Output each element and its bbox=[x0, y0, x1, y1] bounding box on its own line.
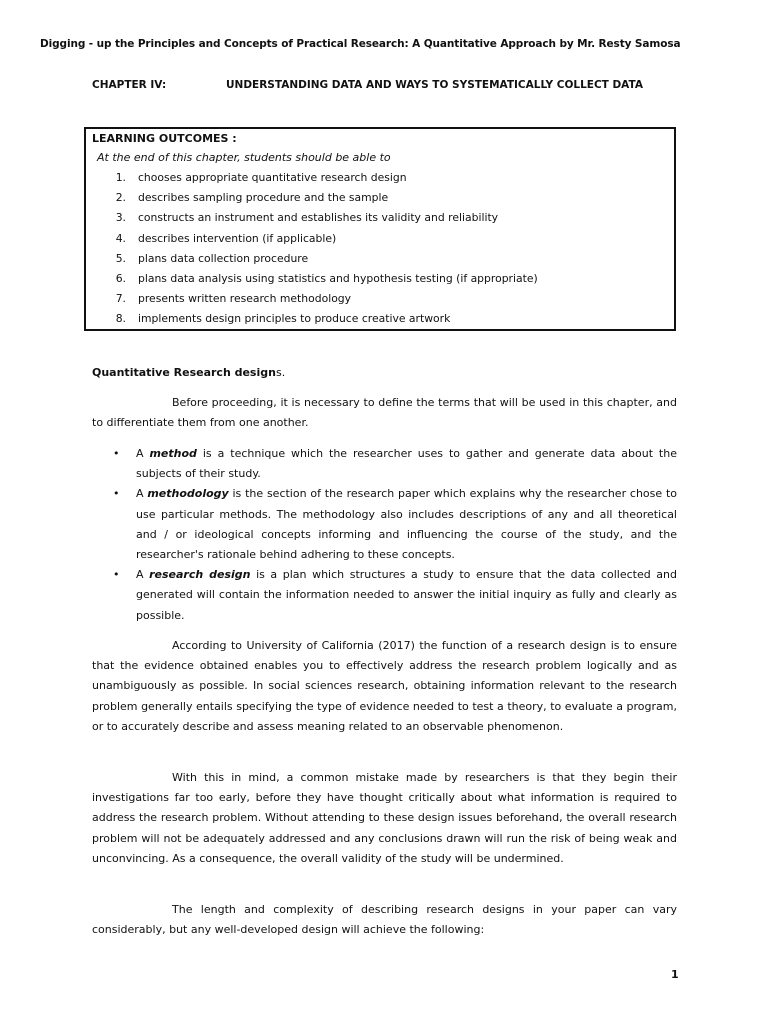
body-paragraph: According to University of California (2017) the function of a research design is to ensure that the evidence obtained enables you to effectively address the research problem logically and as unambiguously as possible. In social sciences research, obtaining information relevant to the research problem generally entails specifying the type of evidence needed to test a theory, to evaluate a program, or to accurately describe and assess meaning related to an observable phenomenon. bbox=[92, 639, 677, 733]
page-number: 1 bbox=[671, 968, 679, 981]
outcome-number: 6. bbox=[115, 271, 126, 285]
definition-term: research design bbox=[149, 568, 251, 582]
outcome-text: describes sampling procedure and the sample bbox=[138, 191, 389, 205]
intro-paragraph: Before proceeding, it is necessary to define the terms that will be used in this chapter, and to differentiate them from one another. bbox=[92, 396, 677, 430]
chapter-number: CHAPTER IV: bbox=[92, 79, 167, 91]
outcome-number: 1. bbox=[115, 171, 126, 184]
learning-outcomes-title: LEARNING OUTCOMES : bbox=[92, 132, 237, 145]
definition-item bbox=[92, 565, 677, 626]
outcome-text: plans data collection procedure bbox=[138, 251, 309, 265]
section-heading bbox=[92, 366, 285, 379]
outcome-text: constructs an instrument and establishes its validity and reliability bbox=[138, 211, 499, 225]
definition-text: is a plan which structures a study to ensure that the data collected and generated will contain the information needed to answer the initial inquiry as fully and clearly as possible. bbox=[136, 568, 677, 622]
outcome-number: 2. bbox=[115, 191, 126, 205]
outcome-text: plans data analysis using statistics and hypothesis testing (if appropriate) bbox=[138, 271, 538, 285]
outcome-text: chooses appropriate quantitative research design bbox=[138, 171, 407, 184]
body-paragraph: The length and complexity of describing research designs in your paper can vary considerably, but any well-developed design will achieve the following: bbox=[92, 903, 677, 937]
outcome-number: 4. bbox=[115, 231, 126, 245]
definition-item bbox=[92, 444, 677, 484]
outcome-number: 5. bbox=[115, 251, 126, 265]
outcome-text: describes intervention (if applicable) bbox=[138, 231, 337, 245]
outcome-text: presents written research methodology bbox=[138, 292, 352, 306]
definition-text: is a technique which the researcher uses to gather and generate data about the subjects of their study. bbox=[136, 447, 677, 481]
definition-list bbox=[92, 444, 677, 626]
bullet-marker: • bbox=[113, 487, 120, 501]
definition-item bbox=[92, 484, 677, 565]
outcome-number: 7. bbox=[115, 292, 126, 306]
bullet-marker: • bbox=[113, 447, 120, 460]
outcome-number: 3. bbox=[115, 211, 126, 225]
definition-term: method bbox=[149, 447, 197, 460]
learning-outcomes-box bbox=[84, 127, 676, 331]
definition-lead: A bbox=[136, 568, 150, 582]
definition-text: is the section of the research paper which explains why the researcher chose to use particular methods. The methodology also includes descriptions of any and all theoretical and / or ideological concepts informing and influencing the course of the study, and the researcher's rationale behind adhering to these concepts. bbox=[136, 487, 677, 562]
definition-term: methodology bbox=[147, 487, 229, 501]
running-header: Digging - up the Principles and Concepts of Practical Research: A Quantitative Approach by Mr. Resty Samosa bbox=[40, 38, 681, 50]
definition-lead: A bbox=[136, 447, 150, 460]
section-heading-bold: Quantitative Research design bbox=[92, 366, 276, 379]
chapter-title: UNDERSTANDING DATA AND WAYS TO SYSTEMATICALLY COLLECT DATA bbox=[226, 79, 643, 91]
learning-outcomes-intro: At the end of this chapter, students should be able to bbox=[97, 151, 391, 164]
bullet-marker: • bbox=[113, 568, 120, 582]
body-paragraph: With this in mind, a common mistake made by researchers is that they begin their investigations far too early, before they have thought critically about what information is required to address the research problem. Without attending to these design issues beforehand, the overall research problem will not be adequately addressed and any conclusions drawn will run the risk of being weak and unconvincing. As a consequence, the overall validity of the study will be undermined. bbox=[92, 771, 677, 865]
outcome-text: implements design principles to produce creative artwork bbox=[138, 312, 451, 326]
definition-lead: A bbox=[136, 487, 148, 501]
section-heading-suffix: s. bbox=[275, 366, 286, 379]
outcome-number: 8. bbox=[115, 312, 126, 326]
